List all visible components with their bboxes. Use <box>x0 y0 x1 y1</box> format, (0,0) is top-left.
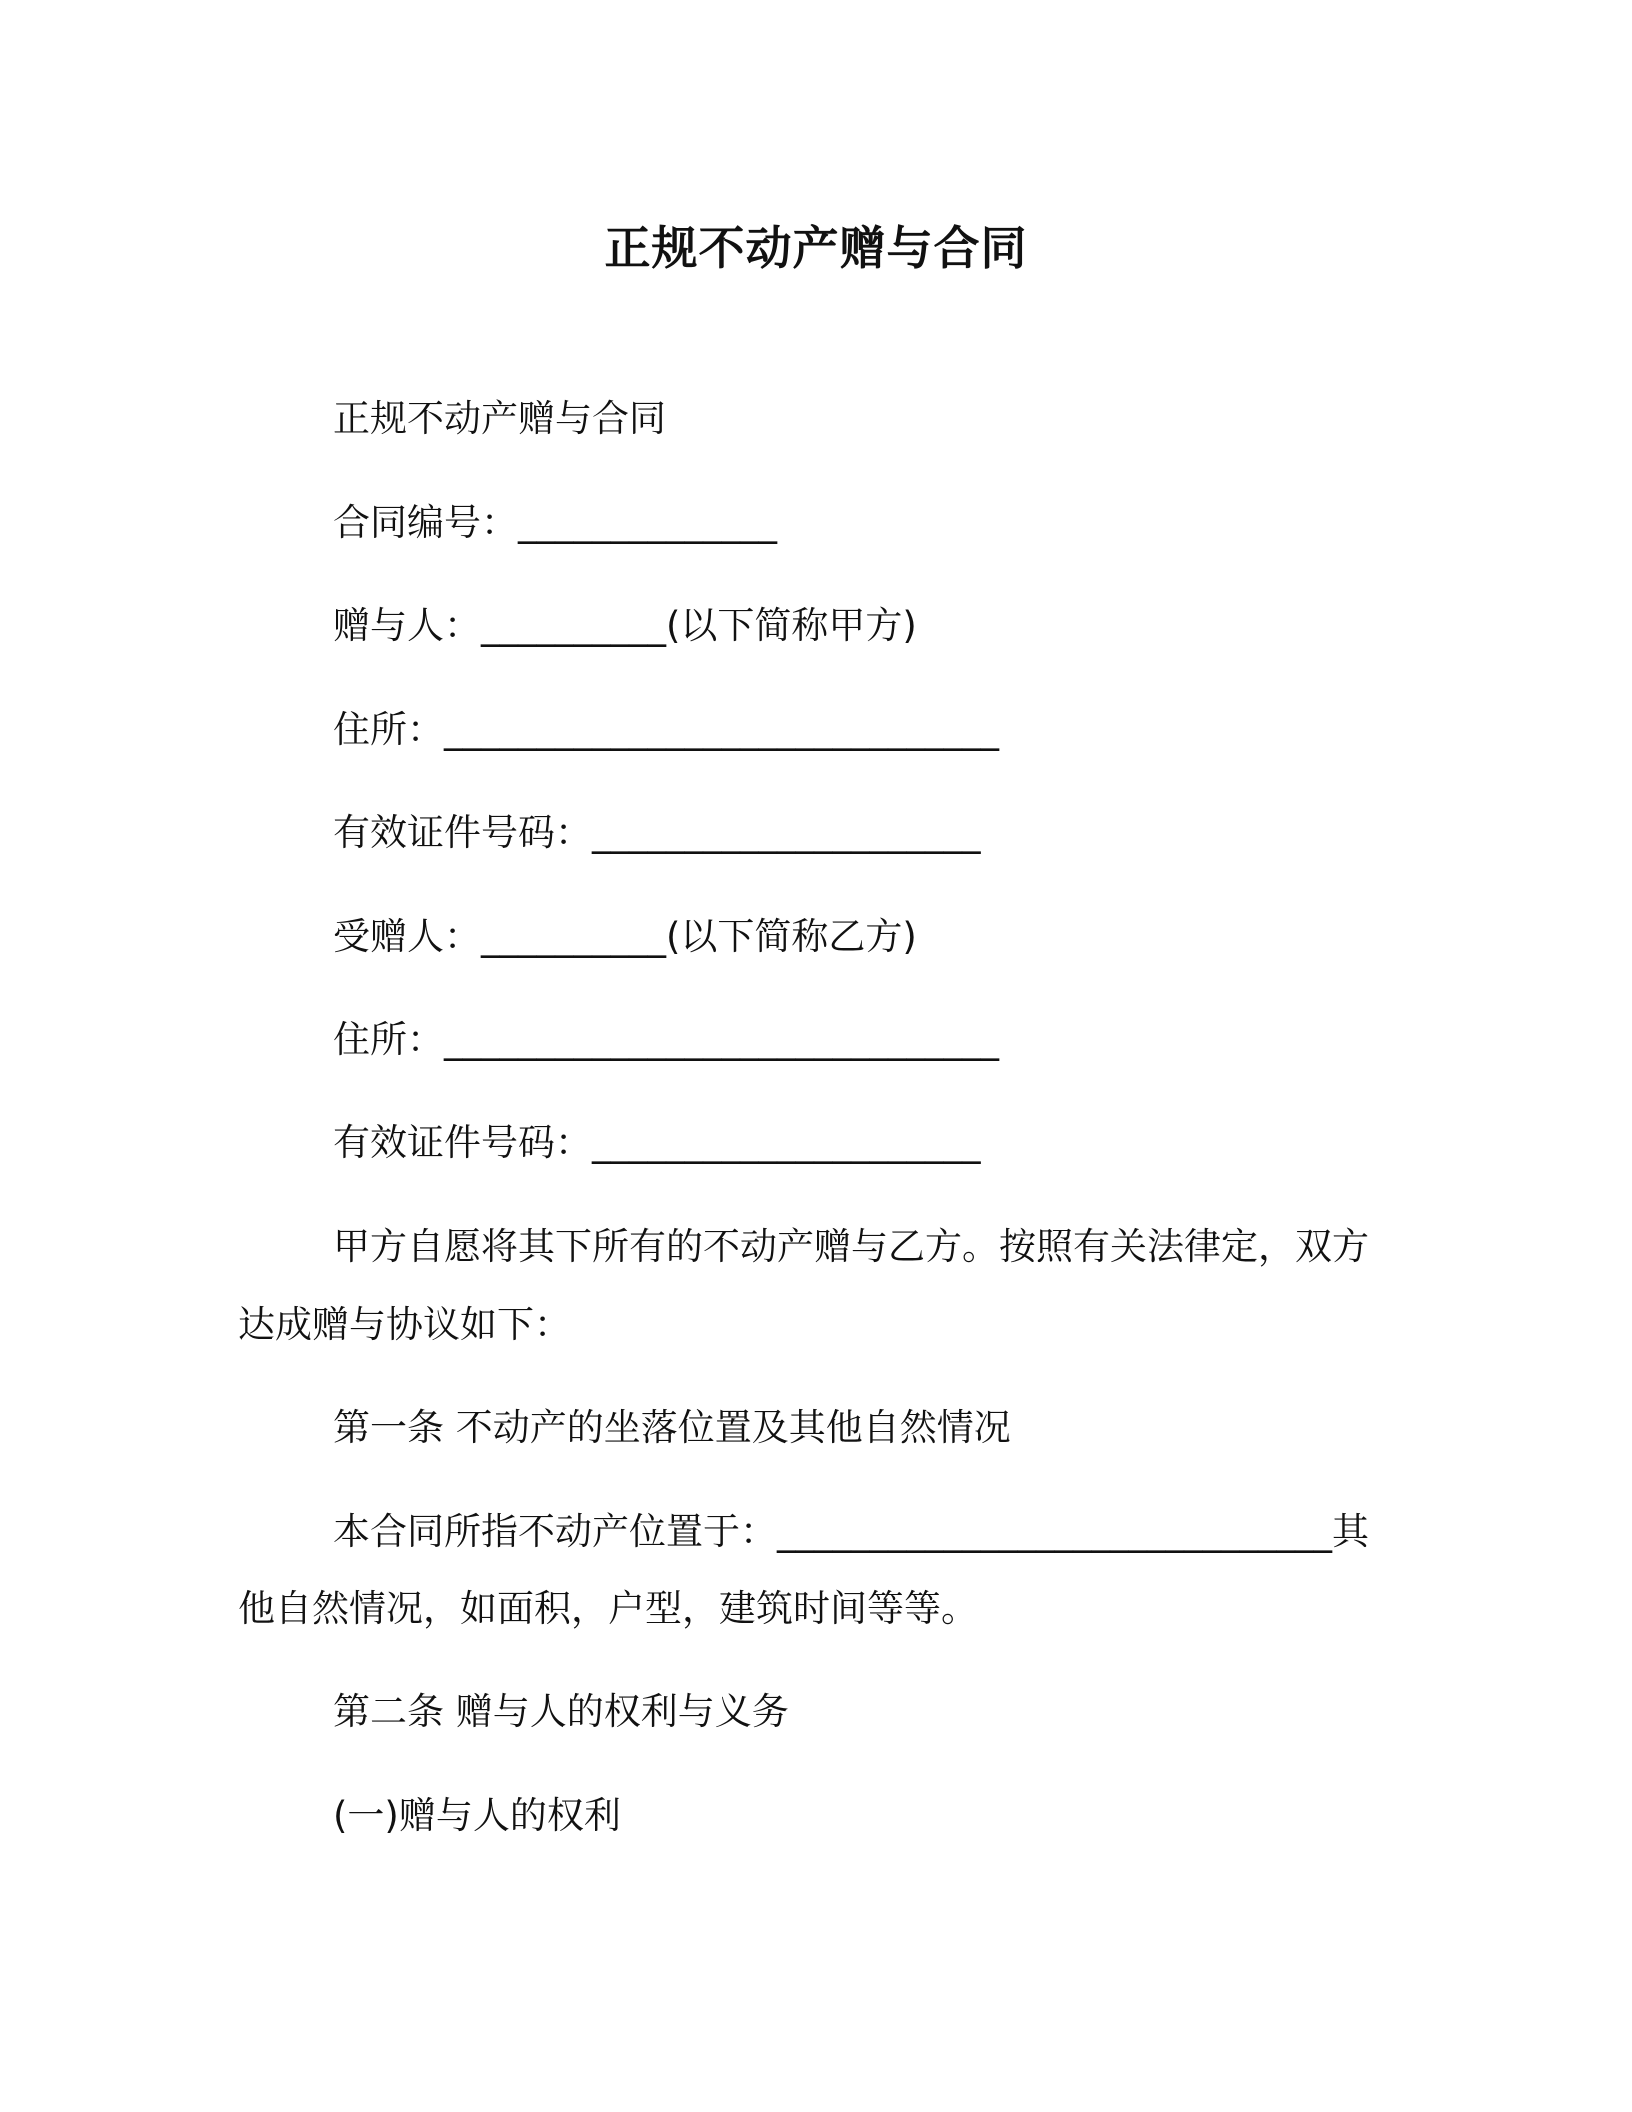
donor-id-field: 有效证件号码：_____________________ <box>333 811 981 854</box>
article-1-body-line-2: 他自然情况，如面积，户型，建筑时间等等。 <box>238 1587 978 1630</box>
donee-address-field: 住所：______________________________ <box>333 1018 999 1061</box>
donee-id-field: 有效证件号码：_____________________ <box>333 1121 981 1164</box>
donor-address-field: 住所：______________________________ <box>333 708 999 751</box>
donee-field: 受赠人：__________(以下简称乙方) <box>333 915 917 958</box>
document-title: 正规不动产赠与合同 <box>604 221 1028 275</box>
contract-subtitle: 正规不动产赠与合同 <box>333 397 666 440</box>
article-1-heading: 第一条 不动产的坐落位置及其他自然情况 <box>333 1406 1011 1449</box>
article-2-heading: 第二条 赠与人的权利与义务 <box>333 1690 789 1733</box>
intro-paragraph-line-1: 甲方自愿将其下所有的不动产赠与乙方。按照有关法律定，双方 <box>333 1225 1369 1268</box>
article-1-body-line-1: 本合同所指不动产位置于：______________________________其 <box>333 1510 1369 1553</box>
donor-field: 赠与人：__________(以下简称甲方) <box>333 604 917 647</box>
contract-number-field: 合同编号：______________ <box>333 501 777 544</box>
intro-paragraph-line-2: 达成赠与协议如下： <box>238 1303 571 1346</box>
article-2-subsection-1: (一)赠与人的权利 <box>333 1794 621 1837</box>
